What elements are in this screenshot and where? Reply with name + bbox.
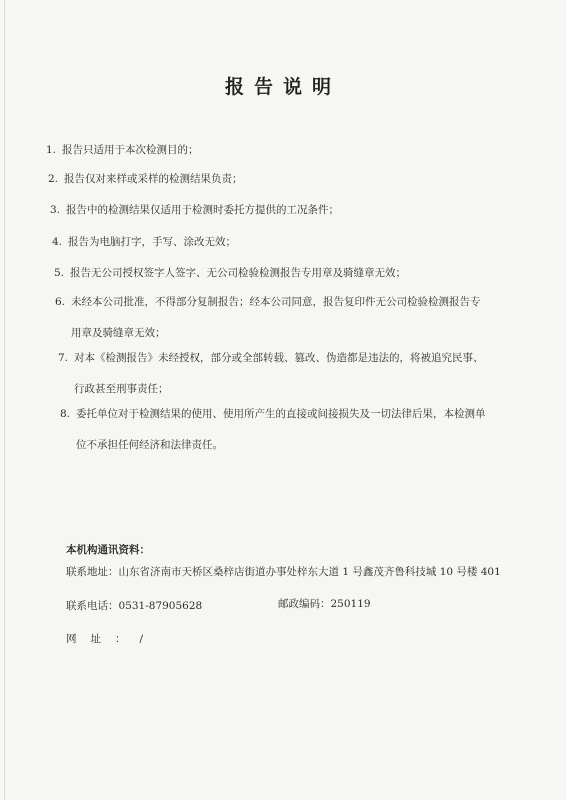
note-text-continued: 行政甚至刑事责任；: [74, 383, 169, 395]
note-text: 报告无公司授权签字人签字、无公司检验检测报告专用章及骑缝章无效；: [70, 267, 406, 279]
note-number: 4.: [52, 236, 63, 248]
note-text: 未经本公司批准，不得部分复制报告；经本公司同意，报告复印件无公司检验检测报告专: [71, 296, 481, 308]
note-text: 委托单位对于检测结果的使用、使用所产生的直接或间接损失及一切法律后果，本检测单: [76, 408, 486, 420]
note-text: 报告为电脑打字，手写、涂改无效；: [68, 236, 236, 248]
page-title: 报告说明: [224, 76, 341, 98]
note-text: 报告仅对来样或采样的检测结果负责；: [64, 173, 243, 185]
contact-postcode: 邮政编码：250119: [278, 598, 371, 610]
website-label: 网址：: [66, 633, 140, 645]
note-number: 3.: [50, 204, 61, 216]
note-number: 7.: [58, 352, 69, 364]
note-item-4: [52, 235, 236, 249]
note-text: 报告只适用于本次检测目的；: [62, 144, 199, 156]
note-item-5: [54, 266, 406, 280]
note-number: 5.: [54, 267, 65, 279]
note-number: 2.: [48, 173, 59, 185]
website-value: /: [139, 633, 144, 645]
note-number: 1.: [46, 144, 57, 156]
note-item-6: [55, 295, 481, 340]
note-item-3: [50, 203, 339, 217]
note-text: 对本《检测报告》未经授权，部分或全部转载、篡改、伪造都是违法的，将被追究民事、: [74, 352, 484, 364]
contact-website: [66, 631, 143, 646]
note-number: 8.: [60, 408, 71, 420]
note-text: 报告中的检测结果仅适用于检测时委托方提供的工况条件；: [66, 204, 339, 216]
page-edge-left: [4, 0, 5, 800]
note-item-2: [48, 172, 243, 186]
contact-address: 联系地址：山东省济南市天桥区桑梓店街道办事处梓东大道 1 号鑫茂齐鲁科技城 10 号楼 401: [66, 566, 501, 578]
note-text-continued: 用章及骑缝章无效；: [71, 327, 166, 339]
note-item-7: [58, 351, 484, 396]
note-item-8: [60, 407, 486, 452]
contact-phone: 联系电话：0531-87905628: [66, 600, 203, 612]
note-item-1: [46, 143, 199, 157]
note-number: 6.: [55, 296, 66, 308]
contact-heading: 本机构通讯资料：: [66, 544, 150, 556]
note-text-continued: 位不承担任何经济和法律责任。: [76, 439, 223, 451]
